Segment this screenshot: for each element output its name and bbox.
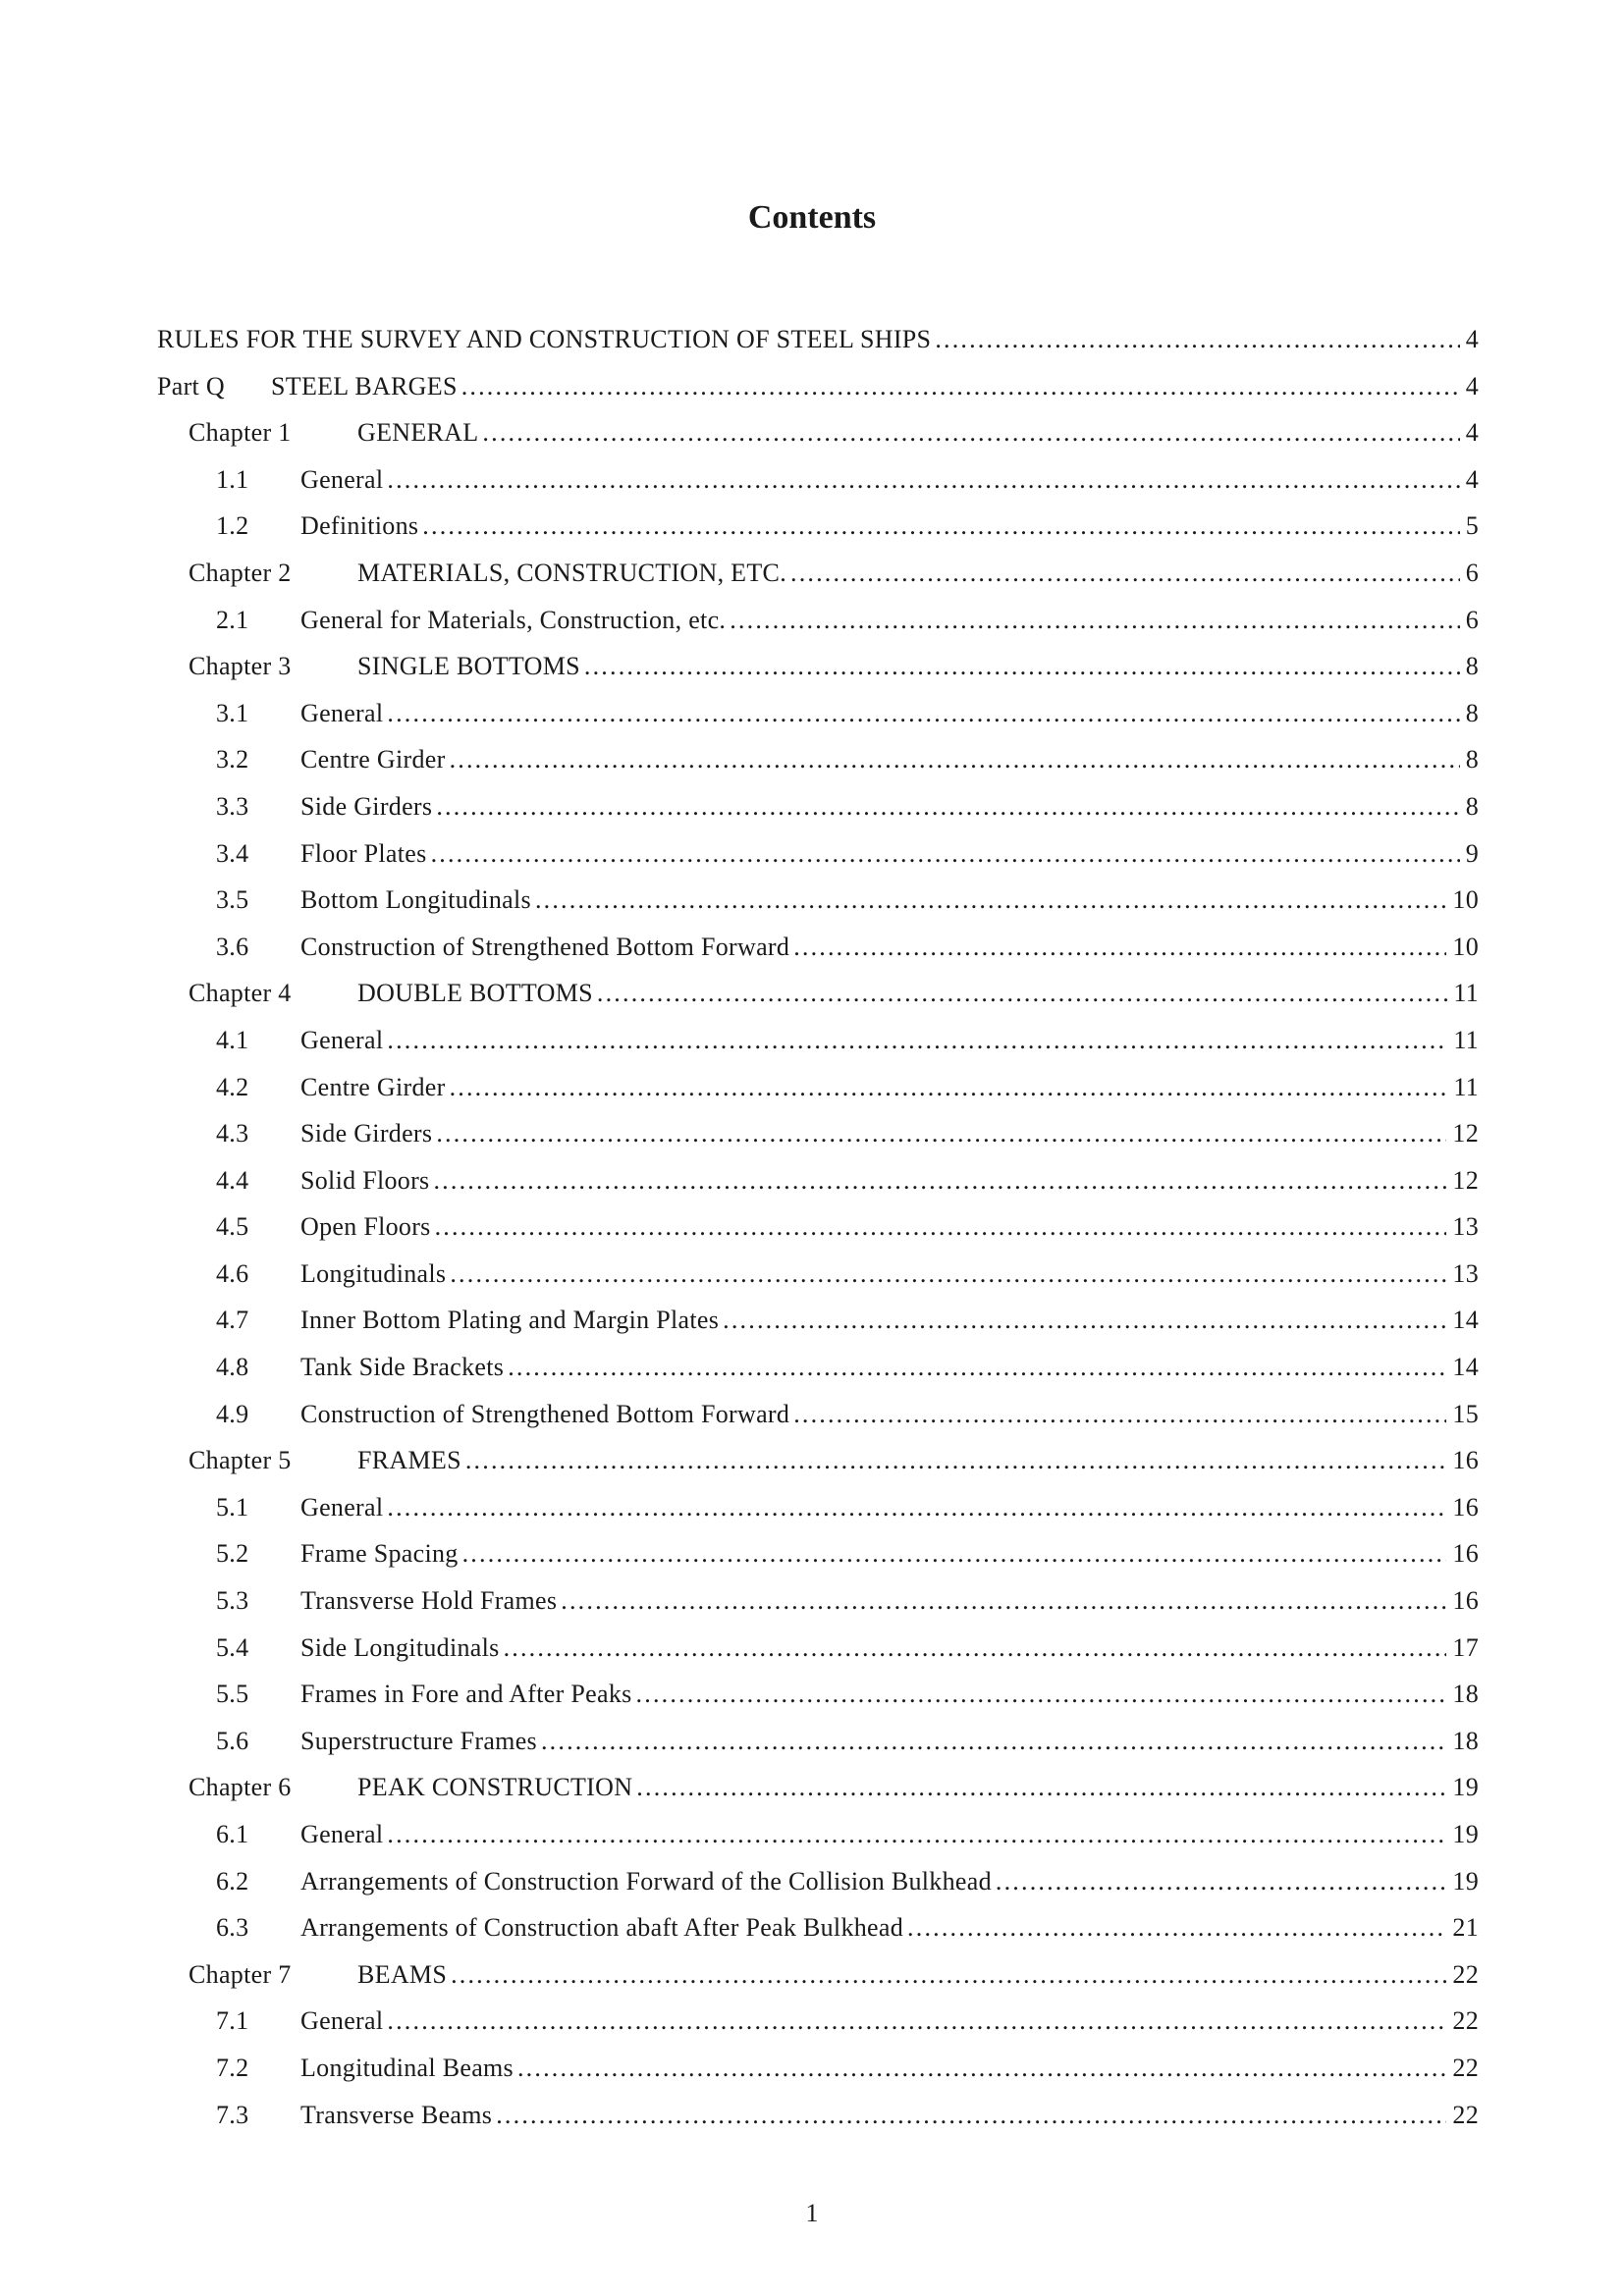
toc-entry[interactable] (157, 690, 1479, 737)
dot-leader (435, 1203, 1447, 1251)
dot-leader (517, 2045, 1446, 2092)
toc-entry-number: 7.3 (216, 2100, 249, 2129)
toc-entry-page: 5 (1465, 511, 1479, 541)
toc-entry[interactable] (157, 597, 1479, 644)
toc-entry[interactable] (157, 363, 1479, 410)
toc-entry-page: 19 (1452, 1820, 1479, 1848)
toc-entry-page: 11 (1453, 1025, 1479, 1054)
dot-leader (996, 1858, 1447, 1905)
toc-entry[interactable] (157, 1344, 1479, 1391)
toc-entry-title: SINGLE BOTTOMS (357, 652, 580, 681)
toc-entry[interactable] (157, 1297, 1479, 1344)
toc-entry-number: 3.4 (216, 838, 249, 868)
dot-leader (450, 1064, 1448, 1111)
toc-entry[interactable] (157, 1904, 1479, 1951)
table-of-contents (157, 316, 1479, 2138)
toc-entry-title: FRAMES (357, 1446, 461, 1475)
toc-entry-number: Chapter 4 (189, 979, 292, 1008)
toc-entry[interactable] (157, 316, 1479, 363)
toc-entry-title: PEAK CONSTRUCTION (357, 1773, 633, 1802)
toc-entry-page: 22 (1452, 2100, 1479, 2129)
toc-entry[interactable] (157, 1530, 1479, 1577)
dot-leader (387, 1998, 1446, 2045)
toc-entry-page: 16 (1452, 1492, 1479, 1522)
toc-entry-page: 12 (1452, 1165, 1479, 1195)
toc-entry-page: 6 (1465, 605, 1479, 634)
toc-entry-number: 4.8 (216, 1353, 249, 1382)
toc-entry-number: Chapter 1 (189, 418, 292, 448)
toc-entry[interactable] (157, 783, 1479, 830)
toc-entry-number: 3.1 (216, 698, 249, 727)
dot-leader (597, 970, 1447, 1017)
toc-entry-page: 13 (1452, 1212, 1479, 1242)
toc-entry-page: 14 (1452, 1353, 1479, 1382)
toc-entry[interactable] (157, 1437, 1479, 1484)
dot-leader (450, 736, 1460, 783)
toc-entry-title: General (300, 464, 384, 494)
toc-entry-number: 5.2 (216, 1539, 249, 1569)
toc-entry-number: Chapter 6 (189, 1773, 292, 1802)
dot-leader (793, 924, 1446, 971)
toc-entry-page: 8 (1465, 791, 1479, 821)
toc-entry[interactable] (157, 1951, 1479, 1999)
toc-entry[interactable] (157, 1625, 1479, 1672)
toc-entry-title: General (300, 2006, 384, 2036)
toc-entry-number: 3.3 (216, 791, 249, 821)
toc-entry-title: Tank Side Brackets (300, 1353, 505, 1382)
toc-entry-page: 10 (1452, 885, 1479, 915)
toc-entry[interactable] (157, 643, 1479, 690)
toc-entry-title: Frame Spacing (300, 1539, 459, 1569)
toc-entry-number: 4.7 (216, 1306, 249, 1335)
toc-entry-page: 11 (1453, 979, 1479, 1008)
toc-entry[interactable] (157, 1718, 1479, 1765)
toc-entry-title: Floor Plates (300, 838, 427, 868)
dot-leader (482, 409, 1459, 456)
dot-leader (496, 2092, 1446, 2139)
toc-entry-page: 6 (1465, 558, 1479, 587)
dot-leader (793, 1391, 1446, 1438)
toc-entry-title: STEEL BARGES (271, 371, 458, 400)
page-title: Contents (747, 199, 877, 236)
toc-entry-page: 4 (1465, 371, 1479, 400)
toc-entry-number: Chapter 2 (189, 558, 292, 587)
toc-entry-title: Centre Girder (300, 1072, 446, 1101)
toc-entry[interactable] (157, 550, 1479, 597)
toc-entry-page: 10 (1452, 932, 1479, 961)
toc-entry-title: General (300, 1820, 384, 1848)
dot-leader (504, 1625, 1447, 1672)
dot-leader (465, 1437, 1447, 1484)
dot-leader (730, 597, 1459, 644)
toc-entry-title: Definitions (300, 511, 419, 541)
toc-entry[interactable] (157, 1858, 1479, 1905)
toc-entry-title: Solid Floors (300, 1165, 430, 1195)
toc-entry[interactable] (157, 1157, 1479, 1204)
toc-entry-title: Transverse Beams (300, 2100, 493, 2129)
toc-entry-page: 15 (1452, 1399, 1479, 1428)
toc-entry-number: 4.4 (216, 1165, 249, 1195)
toc-entry-title: Frames in Fore and After Peaks (300, 1680, 632, 1709)
toc-entry[interactable] (157, 2092, 1479, 2139)
toc-entry-title: Side Girders (300, 1119, 433, 1148)
dot-leader (436, 1110, 1446, 1157)
toc-entry-page: 16 (1452, 1586, 1479, 1616)
toc-entry-number: 3.2 (216, 745, 249, 774)
toc-entry[interactable] (157, 1391, 1479, 1438)
toc-entry[interactable] (157, 1671, 1479, 1718)
toc-entry-title: Bottom Longitudinals (300, 885, 531, 915)
toc-entry-page: 22 (1452, 2006, 1479, 2036)
toc-entry[interactable] (157, 2045, 1479, 2092)
toc-entry-number: 4.3 (216, 1119, 249, 1148)
toc-entry[interactable] (157, 736, 1479, 783)
toc-entry-number: 6.2 (216, 1866, 249, 1896)
toc-entry-page: 4 (1465, 325, 1479, 353)
dot-leader (387, 1811, 1446, 1858)
toc-entry[interactable] (157, 1064, 1479, 1111)
toc-entry-title: Construction of Strengthened Bottom Forward (300, 932, 790, 961)
dot-leader (461, 363, 1460, 410)
toc-entry-number: 6.3 (216, 1913, 249, 1943)
toc-entry-number: 4.9 (216, 1399, 249, 1428)
toc-entry-title: Side Longitudinals (300, 1632, 500, 1662)
toc-entry-title: DOUBLE BOTTOMS (357, 979, 593, 1008)
toc-entry-number: Chapter 3 (189, 652, 292, 681)
toc-entry-number: 4.2 (216, 1072, 249, 1101)
dot-leader (422, 503, 1459, 550)
toc-entry-number: 5.3 (216, 1586, 249, 1616)
toc-entry-page: 8 (1465, 745, 1479, 774)
toc-entry-title: Longitudinals (300, 1258, 447, 1288)
toc-entry[interactable] (157, 1811, 1479, 1858)
dot-leader (387, 690, 1459, 737)
toc-entry-title: Arrangements of Construction Forward of the Collision Bulkhead (300, 1866, 992, 1896)
toc-entry-number: 3.6 (216, 932, 249, 961)
dot-leader (935, 316, 1459, 363)
toc-entry[interactable] (157, 1017, 1479, 1064)
toc-entry-title: Inner Bottom Plating and Margin Plates (300, 1306, 720, 1335)
toc-entry-number: Part Q (157, 371, 225, 400)
toc-entry[interactable] (157, 1764, 1479, 1811)
toc-entry-number: 4.1 (216, 1025, 249, 1054)
dot-leader (433, 1157, 1446, 1204)
toc-entry-title: General (300, 698, 384, 727)
toc-entry-number: 2.1 (216, 605, 249, 634)
toc-entry-title: General for Materials, Construction, etc. (300, 605, 727, 634)
dot-leader (508, 1344, 1446, 1391)
toc-entry-number: 3.5 (216, 885, 249, 915)
toc-entry[interactable] (157, 1998, 1479, 2045)
toc-entry-page: 19 (1452, 1866, 1479, 1896)
toc-entry-page: 18 (1452, 1680, 1479, 1709)
toc-entry-number: 7.2 (216, 2053, 249, 2082)
toc-entry-number: 5.5 (216, 1680, 249, 1709)
toc-entry-number: 5.4 (216, 1632, 249, 1662)
toc-entry[interactable] (157, 970, 1479, 1017)
dot-leader (535, 877, 1446, 924)
dot-leader (636, 1764, 1446, 1811)
toc-entry-page: 8 (1465, 652, 1479, 681)
dot-leader (451, 1951, 1446, 1999)
toc-entry-page: 13 (1452, 1258, 1479, 1288)
dot-leader (387, 1017, 1447, 1064)
toc-entry-title: MATERIALS, CONSTRUCTION, ETC. (357, 558, 786, 587)
toc-entry-title: Side Girders (300, 791, 433, 821)
toc-entry-title: General (300, 1025, 384, 1054)
toc-entry-number: 4.6 (216, 1258, 249, 1288)
toc-entry-title: Longitudinal Beams (300, 2053, 514, 2082)
toc-entry-title: Superstructure Frames (300, 1726, 537, 1755)
toc-entry-number: 6.1 (216, 1820, 249, 1848)
toc-entry[interactable] (157, 1577, 1479, 1625)
dot-leader (387, 1484, 1446, 1531)
toc-entry[interactable] (157, 456, 1479, 504)
toc-entry-page: 16 (1452, 1539, 1479, 1569)
dot-leader (387, 456, 1459, 504)
toc-entry[interactable] (157, 877, 1479, 924)
dot-leader (723, 1297, 1446, 1344)
dot-leader (450, 1251, 1446, 1298)
toc-entry[interactable] (157, 1251, 1479, 1298)
toc-entry-title: Centre Girder (300, 745, 446, 774)
dot-leader (561, 1577, 1446, 1625)
dot-leader (584, 643, 1460, 690)
toc-entry-title: GENERAL (357, 418, 479, 448)
toc-entry-page: 22 (1452, 1959, 1479, 1989)
toc-entry[interactable] (157, 1203, 1479, 1251)
toc-entry-number: 1.2 (216, 511, 249, 541)
toc-entry-number: 4.5 (216, 1212, 249, 1242)
toc-entry-number: 1.1 (216, 464, 249, 494)
toc-entry-title: Open Floors (300, 1212, 431, 1242)
toc-entry-title: Transverse Hold Frames (300, 1586, 558, 1616)
toc-entry-number: 5.1 (216, 1492, 249, 1522)
toc-entry-title: Arrangements of Construction abaft After Peak Bulkhead (300, 1913, 904, 1943)
dot-leader (636, 1671, 1447, 1718)
toc-entry-page: 16 (1452, 1446, 1479, 1475)
toc-entry-title: BEAMS (357, 1959, 448, 1989)
page-number: 1 (805, 2199, 819, 2227)
toc-entry-page: 4 (1465, 464, 1479, 494)
toc-entry-number: Chapter 5 (189, 1446, 292, 1475)
toc-entry-title: RULES FOR THE SURVEY AND CONSTRUCTION OF STEEL SHIPS (157, 325, 932, 353)
toc-entry-page: 12 (1452, 1119, 1479, 1148)
dot-leader (790, 550, 1460, 597)
toc-entry[interactable] (157, 1484, 1479, 1531)
dot-leader (462, 1530, 1447, 1577)
toc-entry[interactable] (157, 924, 1479, 971)
toc-entry[interactable] (157, 503, 1479, 550)
dot-leader (436, 783, 1459, 830)
toc-entry-number: 5.6 (216, 1726, 249, 1755)
toc-entry-page: 14 (1452, 1306, 1479, 1335)
toc-entry-page: 17 (1452, 1632, 1479, 1662)
toc-entry[interactable] (157, 409, 1479, 456)
toc-entry-page: 19 (1452, 1773, 1479, 1802)
dot-leader (541, 1718, 1446, 1765)
toc-entry-number: 7.1 (216, 2006, 249, 2036)
toc-entry-number: Chapter 7 (189, 1959, 292, 1989)
toc-entry[interactable] (157, 830, 1479, 878)
toc-entry-page: 18 (1452, 1726, 1479, 1755)
toc-entry-page: 11 (1453, 1072, 1479, 1101)
toc-entry-title: Construction of Strengthened Bottom Forward (300, 1399, 790, 1428)
toc-entry-title: General (300, 1492, 384, 1522)
dot-leader (907, 1904, 1446, 1951)
toc-entry-page: 22 (1452, 2053, 1479, 2082)
dot-leader (431, 830, 1460, 878)
toc-entry[interactable] (157, 1110, 1479, 1157)
toc-entry-page: 9 (1465, 838, 1479, 868)
toc-entry-page: 4 (1465, 418, 1479, 448)
toc-entry-page: 8 (1465, 698, 1479, 727)
toc-entry-page: 21 (1452, 1913, 1479, 1943)
